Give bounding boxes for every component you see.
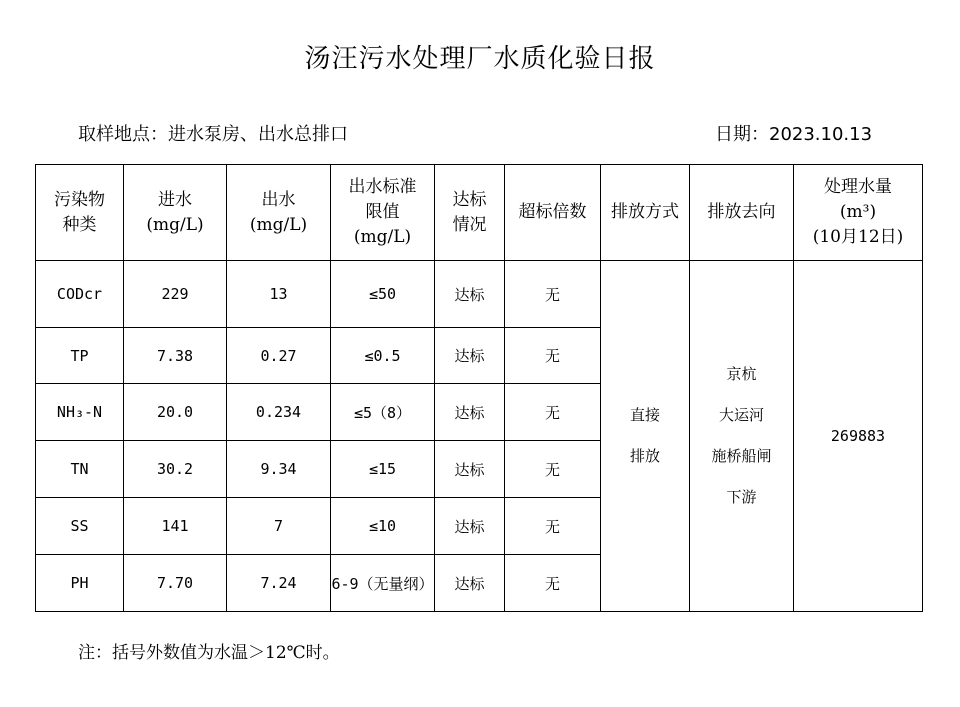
pollutant-name: SS [36, 498, 124, 555]
compliance-status: 达标 [435, 498, 505, 555]
effluent-value: 13 [227, 261, 331, 328]
header-limit: 出水标准 限值 (mg/L) [331, 165, 435, 261]
limit-value: 6-9（无量纲） [331, 555, 435, 612]
influent-value: 30.2 [124, 441, 227, 498]
influent-value: 7.38 [124, 328, 227, 384]
pollutant-name: TN [36, 441, 124, 498]
report-date: 日期：2023.10.13 [715, 124, 873, 145]
influent-value: 229 [124, 261, 227, 328]
exceed-factor: 无 [505, 328, 601, 384]
pollutant-name: NH₃-N [36, 384, 124, 441]
discharge-destination: 京杭 大运河 施桥船闸 下游 [690, 261, 794, 612]
compliance-status: 达标 [435, 261, 505, 328]
pollutant-name: PH [36, 555, 124, 612]
header-item: 污染物 种类 [36, 165, 124, 261]
header-discharge-method: 排放方式 [601, 165, 690, 261]
compliance-status: 达标 [435, 384, 505, 441]
pollutant-name: TP [36, 328, 124, 384]
limit-value: ≤10 [331, 498, 435, 555]
effluent-value: 0.27 [227, 328, 331, 384]
header-influent: 进水 (mg/L) [124, 165, 227, 261]
effluent-value: 0.234 [227, 384, 331, 441]
compliance-status: 达标 [435, 441, 505, 498]
water-quality-table [35, 164, 923, 612]
influent-value: 141 [124, 498, 227, 555]
report-title: 汤汪污水处理厂水质化验日报 [304, 44, 656, 74]
compliance-status: 达标 [435, 555, 505, 612]
limit-value: ≤0.5 [331, 328, 435, 384]
effluent-value: 7.24 [227, 555, 331, 612]
exceed-factor: 无 [505, 384, 601, 441]
header-discharge-dest: 排放去向 [690, 165, 794, 261]
effluent-value: 9.34 [227, 441, 331, 498]
discharge-method: 直接 排放 [601, 261, 690, 612]
influent-value: 20.0 [124, 384, 227, 441]
table-row [36, 261, 923, 328]
treated-volume: 269883 [794, 261, 923, 612]
header-volume: 处理水量 (m³) (10月12日) [794, 165, 923, 261]
exceed-factor: 无 [505, 441, 601, 498]
pollutant-name: CODcr [36, 261, 124, 328]
header-exceed: 超标倍数 [505, 165, 601, 261]
header-effluent: 出水 (mg/L) [227, 165, 331, 261]
exceed-factor: 无 [505, 555, 601, 612]
limit-value: ≤5（8） [331, 384, 435, 441]
header-row [36, 165, 923, 261]
exceed-factor: 无 [505, 261, 601, 328]
sampling-location: 取样地点：进水泵房、出水总排口 [78, 124, 348, 145]
footnote: 注：括号外数值为水温＞12℃时。 [78, 643, 340, 663]
compliance-status: 达标 [435, 328, 505, 384]
influent-value: 7.70 [124, 555, 227, 612]
limit-value: ≤50 [331, 261, 435, 328]
exceed-factor: 无 [505, 498, 601, 555]
effluent-value: 7 [227, 498, 331, 555]
limit-value: ≤15 [331, 441, 435, 498]
header-compliance: 达标 情况 [435, 165, 505, 261]
